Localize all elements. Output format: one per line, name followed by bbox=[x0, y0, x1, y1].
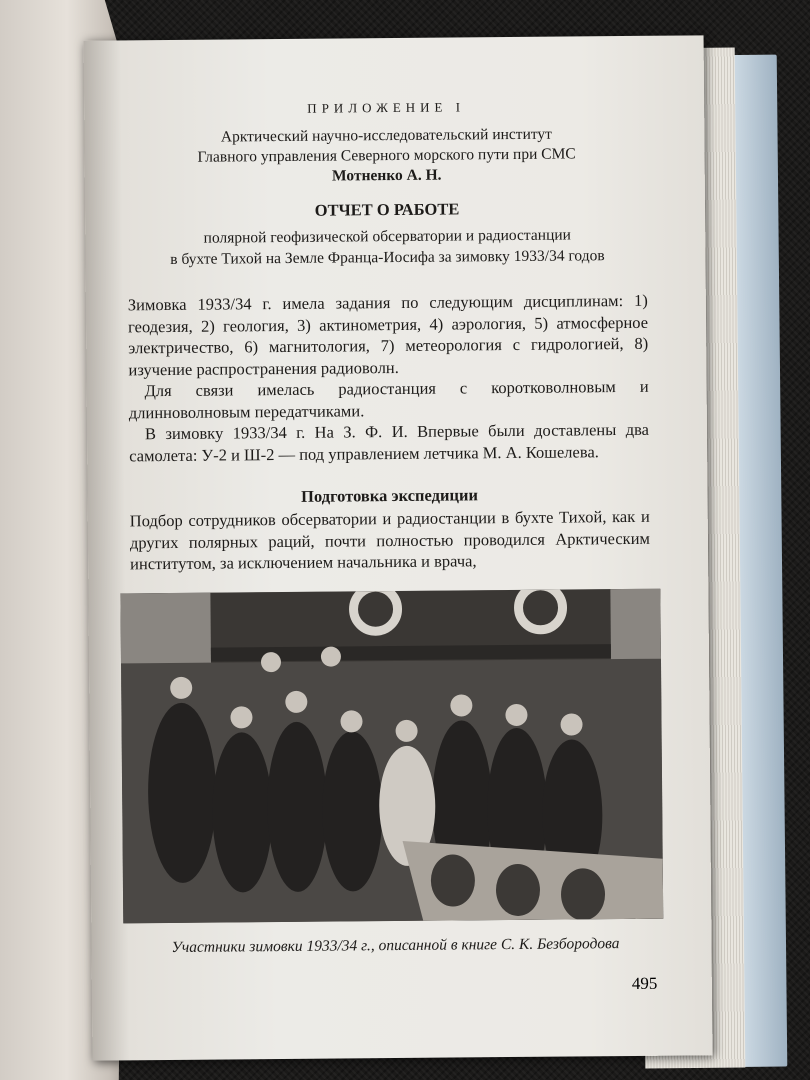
section-heading: Подготовка экспедиции bbox=[301, 485, 479, 506]
expedition-photo bbox=[120, 588, 663, 923]
paragraph-2: Для связи имелась радиостанция с коротковолновым и длинноволновым передатчиками. bbox=[128, 376, 649, 422]
section-paragraph: Подбор сотрудников обсерватории и радиостанции в бухте Тихой, как и других полярных раций, почти полностью проводился Арктическим институтом, за исключением начальника и врача, bbox=[129, 506, 651, 574]
paragraph-3: В зимовку 1933/34 г. На З. Ф. И. Впервые были доставлены два самолета: У-2 и Ш-2 — под управлением летчика М. А. Кошелева. bbox=[129, 419, 650, 465]
page-content bbox=[126, 98, 653, 957]
intro-text bbox=[128, 290, 649, 467]
section-text bbox=[130, 506, 651, 575]
institute-line-2: Главного управления Северного морского пути при СМС bbox=[197, 145, 576, 166]
author-name: Мотненко А. Н. bbox=[331, 166, 442, 185]
page-number: 495 bbox=[631, 973, 658, 993]
report-subtitle bbox=[127, 224, 647, 271]
institute-block bbox=[126, 124, 647, 189]
book-page bbox=[84, 35, 713, 1060]
subtitle-line-2: в бухте Тихой на Земле Франца-Иосифа за зимовку 1933/34 годов bbox=[170, 247, 605, 268]
photo-illustration bbox=[120, 588, 663, 923]
report-title: ОТЧЕТ О РАБОТЕ bbox=[314, 199, 460, 220]
paragraph-1: Зимовка 1933/34 г. имела задания по следующим дисциплинам: 1) геодезия, 2) геология, 3) актинометрия, 4) аэрология, 5) атмосферное электричество, 6) магнитология, 7) метеорология с гидрологией, 8) изучение распространения радиоволн. bbox=[127, 290, 649, 379]
institute-line-1: Арктический научно-исследовательский институт bbox=[220, 125, 552, 146]
photo-caption: Участники зимовки 1933/34 г., описанной в книге С. К. Безбородова bbox=[171, 934, 620, 956]
appendix-heading: ПРИЛОЖЕНИЕ I bbox=[307, 99, 466, 116]
subtitle-line-1: полярной геофизической обсерватории и радиостанции bbox=[203, 226, 571, 247]
